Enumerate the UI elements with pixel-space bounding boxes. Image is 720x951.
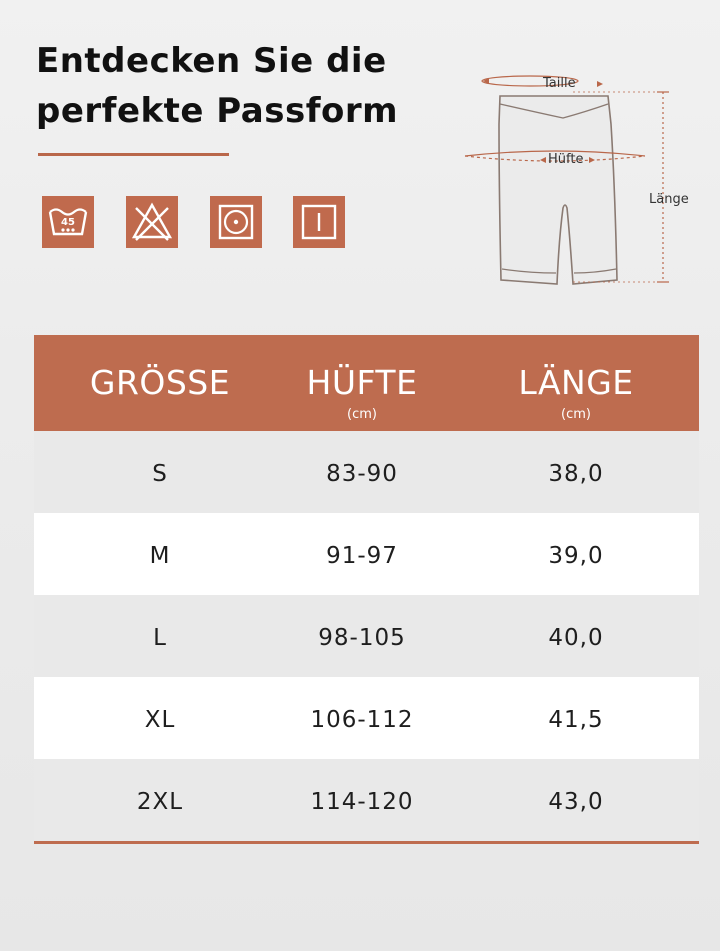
table-row (34, 431, 699, 513)
hip-cell: 91-97 (326, 543, 398, 569)
page-title (36, 36, 398, 136)
table-row (34, 677, 699, 759)
table-row (34, 759, 699, 841)
table-bottom-rule (34, 841, 699, 844)
title-underline (38, 153, 229, 156)
size-cell: S (152, 461, 168, 487)
shorts-outline-icon (455, 68, 705, 296)
header-hip-unit: (cm) (347, 407, 377, 422)
size-cell: L (153, 625, 167, 651)
length-cell: 41,5 (548, 707, 604, 733)
waist-label: Taille (543, 76, 576, 91)
header-length-unit: (cm) (561, 407, 591, 422)
no-bleach-icon (126, 196, 178, 248)
length-cell: 43,0 (548, 789, 604, 815)
size-cell: XL (144, 707, 176, 733)
size-chart-table (34, 335, 699, 844)
line-dry-icon (293, 196, 345, 248)
hip-cell: 106-112 (310, 707, 414, 733)
wash-45-icon (42, 196, 94, 248)
length-label: Länge (649, 192, 689, 207)
table-row (34, 513, 699, 595)
length-cell: 38,0 (548, 461, 604, 487)
wash-temperature: 45 (61, 217, 75, 228)
tumble-dry-icon (210, 196, 262, 248)
header-hip: HÜFTE (306, 363, 418, 402)
header-length: LÄNGE (518, 363, 634, 402)
title-line-2: perfekte Passform (36, 91, 399, 131)
hip-cell: 114-120 (310, 789, 414, 815)
length-cell: 39,0 (548, 543, 604, 569)
size-cell: 2XL (136, 789, 184, 815)
table-row (34, 595, 699, 677)
length-cell: 40,0 (548, 625, 604, 651)
shorts-measurement-diagram (455, 68, 705, 296)
hip-cell: 83-90 (326, 461, 398, 487)
table-header (34, 335, 699, 431)
title-line-1: Entdecken Sie die (36, 41, 387, 81)
header-size: GRÖSSE (89, 363, 231, 402)
hip-cell: 98-105 (318, 625, 406, 651)
hip-label: Hüfte (548, 152, 584, 167)
size-cell: M (149, 543, 171, 569)
